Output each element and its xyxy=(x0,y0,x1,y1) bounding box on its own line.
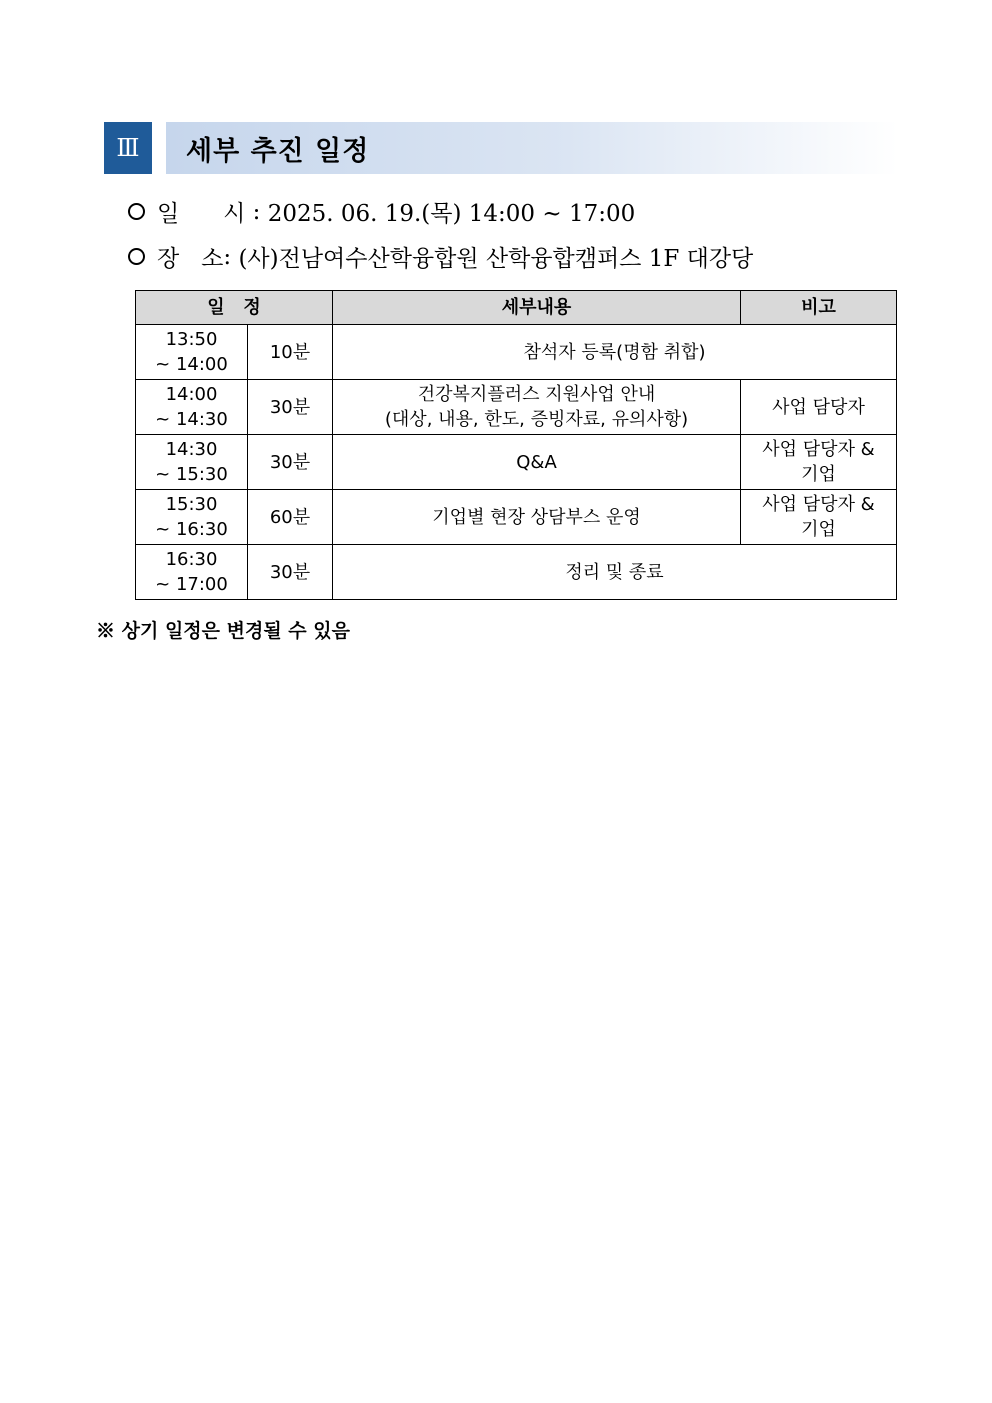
table-row xyxy=(136,490,897,545)
section-title-bar xyxy=(166,122,898,174)
remarks-cell xyxy=(741,490,897,545)
details-cell xyxy=(333,435,741,490)
section-number: Ⅲ xyxy=(104,122,152,174)
info-location-label: 장 소 xyxy=(157,246,224,272)
time-end: ~ 14:00 xyxy=(155,354,228,375)
details-line: 기업별 현장 상담부스 운영 xyxy=(432,506,641,528)
time-start: 14:30 xyxy=(165,439,218,460)
time-cell xyxy=(136,380,248,435)
header-schedule: 일 정 xyxy=(136,291,333,325)
time-start: 15:30 xyxy=(165,494,218,515)
table-row xyxy=(136,380,897,435)
header-remarks: 비고 xyxy=(741,291,897,325)
table-row xyxy=(136,545,897,600)
table-header-row xyxy=(136,291,897,325)
remarks-line: 사업 담당자 xyxy=(772,396,865,418)
info-date-sep: : xyxy=(245,198,268,225)
time-cell xyxy=(136,325,248,380)
info-location-sep: : xyxy=(223,243,239,270)
duration-cell: 10분 xyxy=(248,325,333,380)
time-end: ~ 15:30 xyxy=(155,464,228,485)
remarks-cell xyxy=(741,435,897,490)
time-cell xyxy=(136,435,248,490)
time-end: ~ 16:30 xyxy=(155,519,228,540)
table-row xyxy=(136,325,897,380)
duration-cell: 30분 xyxy=(248,435,333,490)
info-location xyxy=(124,240,753,273)
duration-cell: 30분 xyxy=(248,380,333,435)
time-cell xyxy=(136,490,248,545)
time-start: 14:00 xyxy=(165,384,218,405)
details-line: (대상, 내용, 한도, 증빙자료, 유의사항) xyxy=(384,409,689,430)
time-end: ~ 17:00 xyxy=(155,574,228,595)
table-row xyxy=(136,435,897,490)
details-cell xyxy=(333,380,741,435)
details-cell xyxy=(333,490,741,545)
section-title: 세부 추진 일정 xyxy=(186,135,370,167)
circle-bullet-icon xyxy=(128,248,145,265)
details-line: 참석자 등록(명함 취합) xyxy=(523,341,706,363)
remarks-line: 기업 xyxy=(801,519,836,540)
time-start: 16:30 xyxy=(165,549,218,570)
info-date xyxy=(124,195,635,228)
duration-cell: 30분 xyxy=(248,545,333,600)
section-header xyxy=(104,122,898,174)
details-line: 정리 및 종료 xyxy=(565,561,664,583)
schedule-table xyxy=(135,290,897,600)
time-cell xyxy=(136,545,248,600)
header-details: 세부내용 xyxy=(333,291,741,325)
info-date-label: 일 시 xyxy=(157,201,246,227)
remarks-line: 사업 담당자 & xyxy=(762,439,875,460)
time-end: ~ 14:30 xyxy=(155,409,228,430)
remarks-line: 사업 담당자 & xyxy=(762,494,875,515)
details-line: 건강복지플러스 지원사업 안내 xyxy=(417,384,656,405)
remarks-cell xyxy=(741,380,897,435)
time-start: 13:50 xyxy=(165,329,218,350)
schedule-note: ※ 상기 일정은 변경될 수 있음 xyxy=(96,620,350,642)
remarks-line: 기업 xyxy=(801,464,836,485)
details-cell xyxy=(333,545,897,600)
duration-cell: 60분 xyxy=(248,490,333,545)
info-date-value: 2025. 06. 19.(목) 14:00 ~ 17:00 xyxy=(267,201,636,227)
circle-bullet-icon xyxy=(128,203,145,220)
details-cell xyxy=(333,325,897,380)
details-line: Q&A xyxy=(516,451,557,473)
info-location-value: (사)전남여수산학융합원 산학융합캠퍼스 1F 대강당 xyxy=(238,246,754,272)
